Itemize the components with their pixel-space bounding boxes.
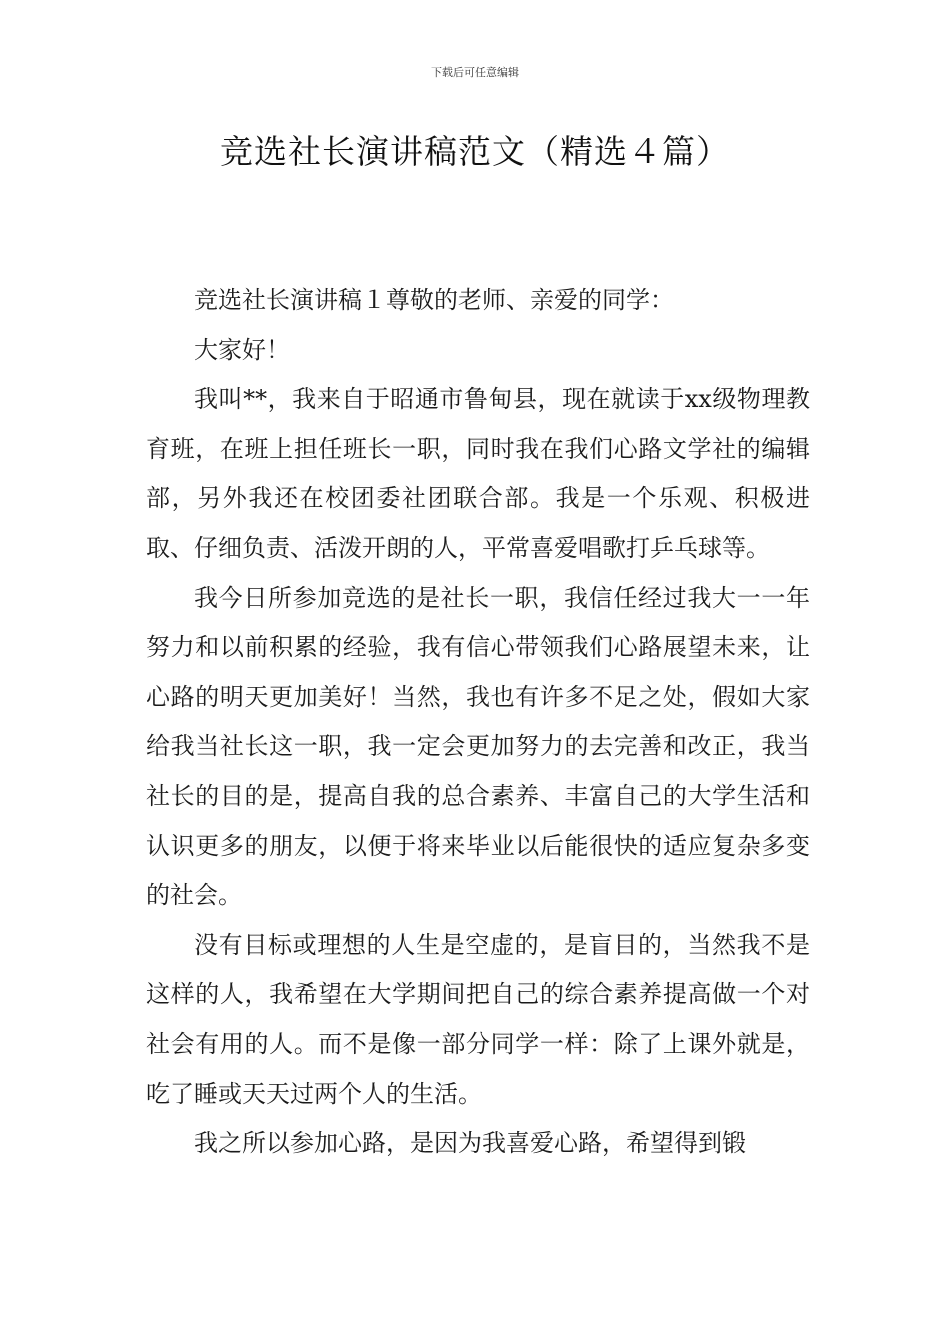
paragraph: 我之所以参加心路，是因为我喜爱心路，希望得到锻 (194, 1129, 746, 1158)
paragraph: 我今日所参加竞选的是社长一职，我信任经过我大一一年努力和以前积累的经验，我有信心带领我们心路展望未来，让心路的明天更加美好！当然，我也有许多不足之处，假如大家给我当社长这一职，我一定会更加努力的去完善和改正，我当社长的目的是，提高自我的总合素养、丰富自己的大学生活和认识更多的朋友，以便于将来毕业以后能很快的适应复杂多变的社会。 (146, 583, 810, 910)
paragraph: 我叫**，我来自于昭通市鲁甸县，现在就读于xx级物理教育班，在班上担任班长一职，同时我在我们心路文学社的编辑部，另外我还在校团委社团联合部。我是一个乐观、积极进取、仔细负责、活泼开朗的人，平常喜爱唱歌打乒乓球等。 (146, 385, 810, 562)
paragraph: 竞选社长演讲稿１尊敬的老师、亲爱的同学： (194, 286, 674, 314)
paragraph: 大家好！ (194, 335, 290, 364)
document-title: 竞选社长演讲稿范文（精选４篇） (220, 132, 730, 171)
document-body (146, 276, 810, 1169)
paragraph: 没有目标或理想的人生是空虚的，是盲目的，当然我不是这样的人，我希望在大学期间把自己的综合素养提高做一个对社会有用的人。而不是像一部分同学一样：除了上课外就是，吃了睡或天天过两个人的生活。 (146, 930, 810, 1108)
header-note: 下载后可任意编辑 (431, 66, 519, 79)
